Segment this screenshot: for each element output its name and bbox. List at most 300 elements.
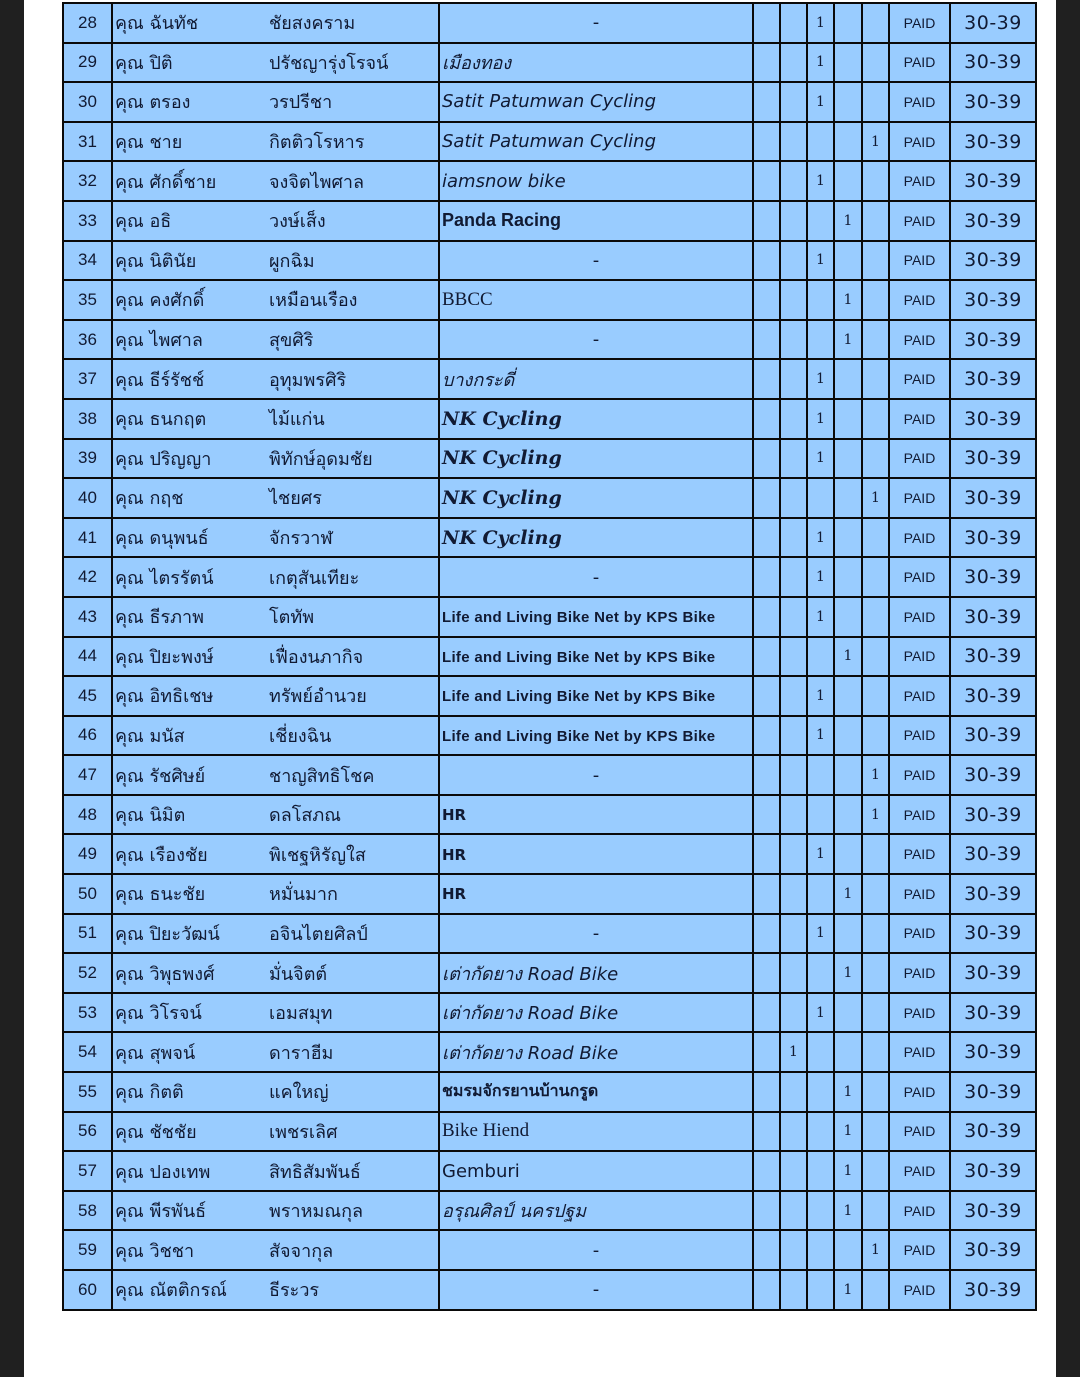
category-count-5 [862, 3, 889, 43]
category-count-3: 1 [807, 518, 834, 558]
category-count-5 [862, 241, 889, 281]
table-row [63, 518, 1036, 558]
row-number: 42 [63, 557, 112, 597]
last-name: ปรัชญารุ่งโรจน์ [269, 52, 389, 74]
age-group: 30-39 [950, 676, 1036, 716]
first-name: คุณ กิตติ [115, 1082, 184, 1104]
club-cell [439, 241, 753, 281]
category-count-4 [834, 795, 862, 835]
category-count-3 [807, 1072, 834, 1112]
participant-name-cell [112, 914, 439, 954]
last-name: กิตติวโรหาร [269, 132, 365, 154]
category-count-3 [807, 122, 834, 162]
category-count-4: 1 [834, 1151, 862, 1191]
table-row [63, 676, 1036, 716]
club-cell [439, 716, 753, 756]
category-count-1 [753, 3, 780, 43]
last-name: เฟื่องนภากิจ [269, 646, 364, 668]
payment-status: PAID [889, 597, 950, 637]
category-count-5 [862, 161, 889, 201]
table-row [63, 359, 1036, 399]
category-count-2 [780, 161, 807, 201]
category-count-2 [780, 914, 807, 954]
row-number: 28 [63, 3, 112, 43]
payment-status: PAID [889, 1230, 950, 1270]
category-count-3: 1 [807, 161, 834, 201]
last-name: พิทักษ์อุดมชัย [269, 448, 373, 470]
club-name: HR [442, 885, 467, 904]
row-number: 36 [63, 320, 112, 360]
category-count-1 [753, 320, 780, 360]
category-count-5: 1 [862, 478, 889, 518]
category-count-2 [780, 557, 807, 597]
payment-status: PAID [889, 518, 950, 558]
category-count-2 [780, 676, 807, 716]
age-group: 30-39 [950, 637, 1036, 677]
category-count-2 [780, 439, 807, 479]
club-name: - [592, 249, 600, 271]
age-group: 30-39 [950, 755, 1036, 795]
participant-table [62, 2, 1037, 1311]
first-name: คุณ ศักดิ์ชาย [115, 171, 217, 193]
category-count-1 [753, 557, 780, 597]
category-count-2 [780, 122, 807, 162]
category-count-3: 1 [807, 557, 834, 597]
category-count-2 [780, 1230, 807, 1270]
category-count-1 [753, 161, 780, 201]
participant-name-cell [112, 1191, 439, 1231]
category-count-5 [862, 43, 889, 83]
row-number: 47 [63, 755, 112, 795]
club-name: iamsnow bike [442, 170, 566, 192]
category-count-5 [862, 359, 889, 399]
first-name: คุณ สุพจน์ [115, 1042, 196, 1064]
club-name: เต่ากัดยาง Road Bike [442, 1042, 619, 1064]
payment-status: PAID [889, 3, 950, 43]
participant-name-cell [112, 280, 439, 320]
row-number: 45 [63, 676, 112, 716]
table-row [63, 1112, 1036, 1152]
last-name: อุทุมพรศิริ [269, 369, 347, 391]
category-count-4: 1 [834, 1191, 862, 1231]
category-count-5 [862, 914, 889, 954]
club-cell [439, 518, 753, 558]
category-count-3 [807, 1191, 834, 1231]
document-page [24, 0, 1056, 1377]
club-cell [439, 439, 753, 479]
category-count-4 [834, 478, 862, 518]
category-count-4 [834, 241, 862, 281]
category-count-5 [862, 993, 889, 1033]
category-count-2: 1 [780, 1032, 807, 1072]
row-number: 60 [63, 1270, 112, 1310]
category-count-3 [807, 795, 834, 835]
club-cell [439, 755, 753, 795]
category-count-1 [753, 874, 780, 914]
row-number: 59 [63, 1230, 112, 1270]
payment-status: PAID [889, 122, 950, 162]
payment-status: PAID [889, 834, 950, 874]
club-name: - [592, 1239, 600, 1261]
category-count-4 [834, 676, 862, 716]
age-group: 30-39 [950, 280, 1036, 320]
category-count-2 [780, 993, 807, 1033]
table-row [63, 953, 1036, 993]
club-name: HR [442, 845, 467, 864]
payment-status: PAID [889, 795, 950, 835]
category-count-3: 1 [807, 676, 834, 716]
category-count-2 [780, 637, 807, 677]
payment-status: PAID [889, 1032, 950, 1072]
category-count-4 [834, 755, 862, 795]
row-number: 33 [63, 201, 112, 241]
club-cell [439, 557, 753, 597]
payment-status: PAID [889, 874, 950, 914]
last-name: มั่นจิตต์ [269, 963, 328, 985]
club-name: Panda Racing [442, 210, 562, 231]
table-row [63, 43, 1036, 83]
last-name: วรปรีชา [269, 92, 333, 114]
last-name: ดลโสภณ [269, 805, 341, 827]
age-group: 30-39 [950, 993, 1036, 1033]
participant-name-cell [112, 161, 439, 201]
participant-name-cell [112, 359, 439, 399]
category-count-4 [834, 122, 862, 162]
category-count-1 [753, 637, 780, 677]
category-count-3: 1 [807, 597, 834, 637]
payment-status: PAID [889, 1270, 950, 1310]
first-name: คุณ ชาย [115, 132, 183, 154]
category-count-1 [753, 1151, 780, 1191]
age-group: 30-39 [950, 478, 1036, 518]
age-group: 30-39 [950, 1151, 1036, 1191]
payment-status: PAID [889, 161, 950, 201]
table-row [63, 637, 1036, 677]
age-group: 30-39 [950, 43, 1036, 83]
category-count-4: 1 [834, 874, 862, 914]
category-count-5 [862, 557, 889, 597]
row-number: 37 [63, 359, 112, 399]
table-row [63, 399, 1036, 439]
category-count-2 [780, 755, 807, 795]
category-count-1 [753, 359, 780, 399]
first-name: คุณ อิทธิเชษ [115, 686, 214, 708]
category-count-5: 1 [862, 755, 889, 795]
participant-name-cell [112, 557, 439, 597]
last-name: ดาราฮีม [269, 1042, 334, 1064]
table-row [63, 320, 1036, 360]
last-name: พราหมณกุล [269, 1201, 363, 1223]
category-count-1 [753, 518, 780, 558]
first-name: คุณ วิชชา [115, 1240, 195, 1262]
payment-status: PAID [889, 716, 950, 756]
category-count-4 [834, 82, 862, 122]
category-count-2 [780, 359, 807, 399]
category-count-3 [807, 201, 834, 241]
club-cell [439, 399, 753, 439]
category-count-3: 1 [807, 241, 834, 281]
last-name: หมั่นมาก [269, 884, 338, 906]
age-group: 30-39 [950, 399, 1036, 439]
table-row [63, 280, 1036, 320]
club-name: NK Cycling [442, 526, 562, 549]
category-count-3: 1 [807, 716, 834, 756]
last-name: ธีระวร [269, 1280, 320, 1302]
category-count-1 [753, 597, 780, 637]
row-number: 51 [63, 914, 112, 954]
table-row [63, 161, 1036, 201]
age-group: 30-39 [950, 201, 1036, 241]
age-group: 30-39 [950, 597, 1036, 637]
last-name: สิทธิสัมพันธ์ [269, 1161, 361, 1183]
age-group: 30-39 [950, 874, 1036, 914]
last-name: สัจจากุล [269, 1240, 334, 1262]
category-count-2 [780, 1072, 807, 1112]
category-count-1 [753, 1112, 780, 1152]
first-name: คุณ ตรอง [115, 92, 191, 114]
last-name: เหมือนเรือง [269, 290, 358, 312]
category-count-1 [753, 439, 780, 479]
category-count-2 [780, 280, 807, 320]
payment-status: PAID [889, 82, 950, 122]
category-count-1 [753, 43, 780, 83]
payment-status: PAID [889, 478, 950, 518]
age-group: 30-39 [950, 82, 1036, 122]
category-count-1 [753, 1072, 780, 1112]
age-group: 30-39 [950, 1072, 1036, 1112]
category-count-2 [780, 320, 807, 360]
table-row [63, 1230, 1036, 1270]
club-name: - [592, 566, 600, 588]
club-name: เมืองทอง [442, 52, 512, 74]
payment-status: PAID [889, 637, 950, 677]
club-cell [439, 993, 753, 1033]
club-cell [439, 597, 753, 637]
category-count-1 [753, 755, 780, 795]
table-row [63, 834, 1036, 874]
category-count-2 [780, 1112, 807, 1152]
category-count-2 [780, 1151, 807, 1191]
category-count-4: 1 [834, 637, 862, 677]
category-count-2 [780, 953, 807, 993]
participant-name-cell [112, 676, 439, 716]
category-count-1 [753, 993, 780, 1033]
last-name: แคใหญ่ [269, 1082, 329, 1104]
category-count-4 [834, 557, 862, 597]
last-name: จักรวาฬ [269, 528, 333, 550]
first-name: คุณ อธิ [115, 211, 172, 233]
payment-status: PAID [889, 320, 950, 360]
category-count-4 [834, 3, 862, 43]
club-cell [439, 1191, 753, 1231]
payment-status: PAID [889, 1072, 950, 1112]
last-name: เอมสมุท [269, 1003, 333, 1025]
last-name: อจินไตยศิลป์ [269, 923, 368, 945]
category-count-2 [780, 478, 807, 518]
club-name: - [592, 12, 600, 34]
row-number: 56 [63, 1112, 112, 1152]
category-count-3: 1 [807, 993, 834, 1033]
club-name: NK Cycling [442, 447, 562, 470]
payment-status: PAID [889, 1191, 950, 1231]
club-cell [439, 82, 753, 122]
first-name: คุณ ณัตติกรณ์ [115, 1280, 227, 1302]
category-count-1 [753, 1032, 780, 1072]
payment-status: PAID [889, 993, 950, 1033]
participant-name-cell [112, 241, 439, 281]
table-row [63, 993, 1036, 1033]
participant-name-cell [112, 755, 439, 795]
club-name: Life and Living Bike Net by KPS Bike [442, 727, 716, 745]
club-name: - [592, 922, 600, 944]
table-row [63, 1270, 1036, 1310]
participant-name-cell [112, 953, 439, 993]
club-cell [439, 834, 753, 874]
club-cell [439, 1151, 753, 1191]
category-count-4 [834, 914, 862, 954]
category-count-3 [807, 478, 834, 518]
category-count-2 [780, 399, 807, 439]
category-count-1 [753, 82, 780, 122]
row-number: 44 [63, 637, 112, 677]
table-row [63, 597, 1036, 637]
category-count-3 [807, 953, 834, 993]
club-cell [439, 1032, 753, 1072]
category-count-1 [753, 834, 780, 874]
row-number: 43 [63, 597, 112, 637]
category-count-3 [807, 755, 834, 795]
participant-name-cell [112, 3, 439, 43]
payment-status: PAID [889, 1151, 950, 1191]
last-name: ชัยสงคราม [269, 13, 356, 35]
first-name: คุณ ชัชชัย [115, 1121, 197, 1143]
club-name: - [592, 1279, 600, 1301]
category-count-1 [753, 676, 780, 716]
age-group: 30-39 [950, 1112, 1036, 1152]
participant-name-cell [112, 518, 439, 558]
club-name: NK Cycling [442, 486, 562, 509]
club-cell [439, 1072, 753, 1112]
category-count-1 [753, 201, 780, 241]
category-count-3 [807, 1230, 834, 1270]
age-group: 30-39 [950, 716, 1036, 756]
participant-name-cell [112, 1270, 439, 1310]
first-name: คุณ ธีรภาพ [115, 607, 204, 629]
category-count-5 [862, 1112, 889, 1152]
row-number: 38 [63, 399, 112, 439]
category-count-2 [780, 597, 807, 637]
last-name: เพชรเลิศ [269, 1121, 338, 1143]
row-number: 30 [63, 82, 112, 122]
category-count-5 [862, 716, 889, 756]
first-name: คุณ ปิติ [115, 52, 173, 74]
row-number: 31 [63, 122, 112, 162]
category-count-5 [862, 399, 889, 439]
club-name: Gemburi [442, 1160, 520, 1182]
category-count-1 [753, 716, 780, 756]
first-name: คุณ มนัส [115, 725, 185, 747]
payment-status: PAID [889, 1112, 950, 1152]
table-row [63, 241, 1036, 281]
first-name: คุณ พีรพันธ์ [115, 1201, 207, 1223]
club-cell [439, 953, 753, 993]
payment-status: PAID [889, 676, 950, 716]
category-count-4 [834, 399, 862, 439]
club-name: BBCC [442, 288, 493, 310]
age-group: 30-39 [950, 241, 1036, 281]
club-name: Satit Patumwan Cycling [442, 131, 657, 153]
club-cell [439, 1112, 753, 1152]
category-count-2 [780, 834, 807, 874]
first-name: คุณ ปิยะพงษ์ [115, 646, 214, 668]
category-count-4: 1 [834, 1270, 862, 1310]
category-count-3 [807, 637, 834, 677]
payment-status: PAID [889, 557, 950, 597]
category-count-2 [780, 1191, 807, 1231]
first-name: คุณ ดนุพนธ์ [115, 528, 209, 550]
last-name: เชี่ยงฉิน [269, 725, 332, 747]
payment-status: PAID [889, 359, 950, 399]
payment-status: PAID [889, 43, 950, 83]
table-row [63, 1072, 1036, 1112]
category-count-4 [834, 439, 862, 479]
row-number: 54 [63, 1032, 112, 1072]
club-name: - [592, 329, 600, 351]
category-count-2 [780, 3, 807, 43]
club-cell [439, 3, 753, 43]
row-number: 53 [63, 993, 112, 1033]
first-name: คุณ ธีร์รัชช์ [115, 369, 205, 391]
category-count-1 [753, 914, 780, 954]
category-count-4 [834, 518, 862, 558]
participant-name-cell [112, 795, 439, 835]
participant-name-cell [112, 82, 439, 122]
age-group: 30-39 [950, 953, 1036, 993]
category-count-5: 1 [862, 1230, 889, 1270]
club-cell [439, 43, 753, 83]
category-count-1 [753, 241, 780, 281]
club-name: Life and Living Bike Net by KPS Bike [442, 688, 716, 706]
row-number: 34 [63, 241, 112, 281]
category-count-2 [780, 43, 807, 83]
club-name: Life and Living Bike Net by KPS Bike [442, 609, 716, 627]
row-number: 40 [63, 478, 112, 518]
category-count-3: 1 [807, 359, 834, 399]
category-count-1 [753, 399, 780, 439]
club-cell [439, 676, 753, 716]
first-name: คุณ ธนะชัย [115, 884, 206, 906]
table-row [63, 1032, 1036, 1072]
club-name: บางกระดี่ [442, 369, 515, 391]
club-cell [439, 122, 753, 162]
category-count-5 [862, 953, 889, 993]
age-group: 30-39 [950, 834, 1036, 874]
payment-status: PAID [889, 439, 950, 479]
last-name: วงษ์เส็ง [269, 211, 326, 233]
participant-name-cell [112, 597, 439, 637]
row-number: 57 [63, 1151, 112, 1191]
row-number: 32 [63, 161, 112, 201]
participant-name-cell [112, 43, 439, 83]
table-row [63, 795, 1036, 835]
club-cell [439, 359, 753, 399]
first-name: คุณ นิมิต [115, 805, 186, 827]
category-count-1 [753, 478, 780, 518]
category-count-4 [834, 161, 862, 201]
participant-name-cell [112, 1072, 439, 1112]
first-name: คุณ ฉันทัช [115, 13, 199, 35]
category-count-2 [780, 716, 807, 756]
